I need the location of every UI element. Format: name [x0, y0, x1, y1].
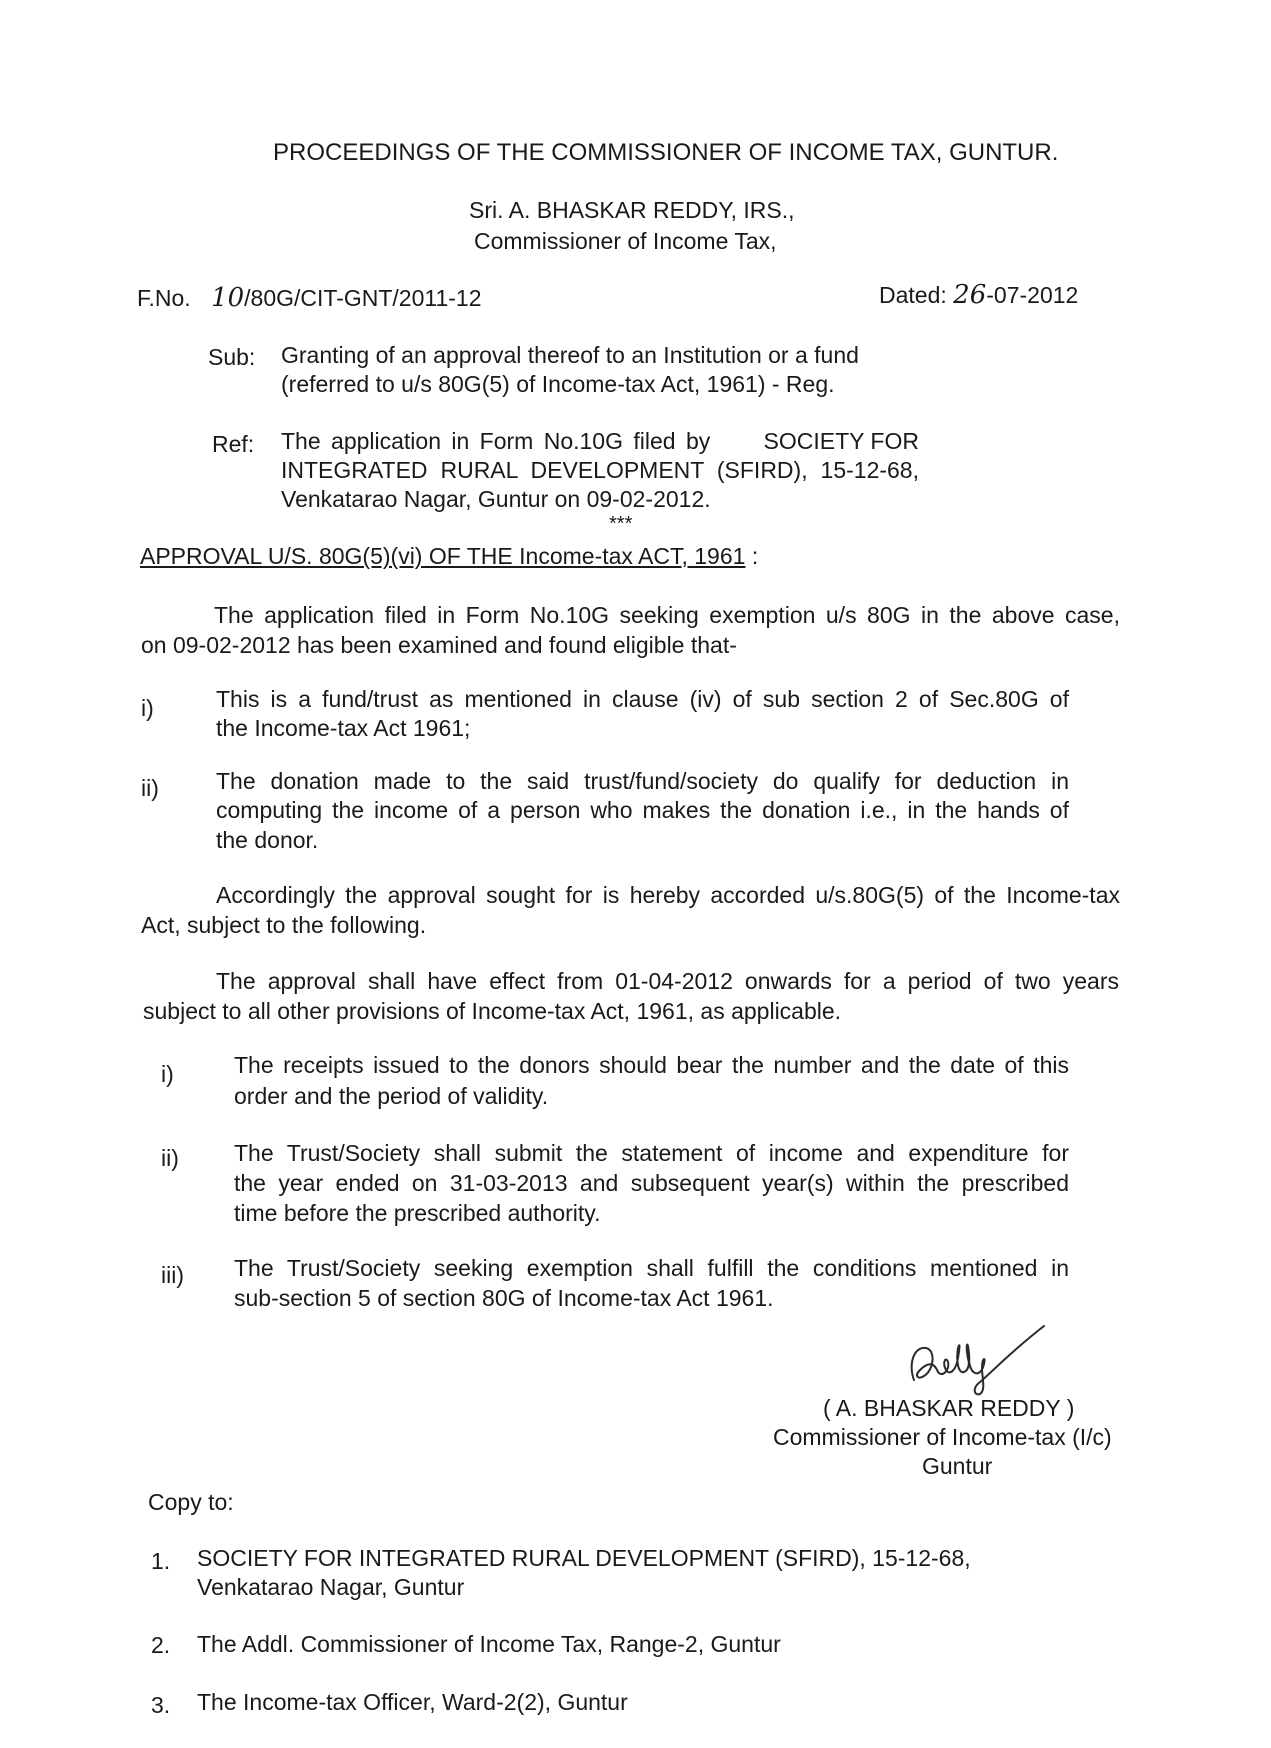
list-item: The donation made to the said trust/fund/society do qualify for deduction in: [216, 768, 1069, 794]
file-number-rest: /80G/CIT-GNT/2011-12: [244, 285, 482, 311]
date-rest: -07-2012: [986, 282, 1079, 308]
file-number-handwritten: 10: [211, 283, 245, 313]
copy-item: The Income-tax Officer, Ward-2(2), Guntur: [197, 1689, 628, 1715]
subject-line: (referred to u/s 80G(5) of Income-tax Act, 1961) - Reg.: [281, 371, 835, 397]
subject-label: Sub:: [208, 344, 256, 370]
date-handwritten: 26: [953, 280, 987, 310]
approval-heading-suffix: :: [751, 543, 759, 569]
list-marker: i): [141, 695, 154, 721]
order-date: [879, 280, 1078, 310]
copy-item: Venkatarao Nagar, Guntur: [197, 1574, 465, 1600]
signatory-designation: Commissioner of Income-tax (I/c): [773, 1424, 1112, 1450]
list-item: the year ended on 31-03-2013 and subsequent year(s) within the prescribed: [234, 1170, 1069, 1196]
effect-line: The approval shall have effect from 01-04-2012 onwards for a period of two years: [216, 968, 1119, 994]
list-item: order and the period of validity.: [234, 1083, 549, 1109]
list-item: time before the prescribed authority.: [234, 1200, 601, 1226]
intro-line: The application filed in Form No.10G seeking exemption u/s 80G in the above case,: [214, 602, 1120, 628]
list-item: The Trust/Society shall submit the statement of income and expenditure for: [234, 1140, 1069, 1166]
list-marker: ii): [161, 1145, 179, 1171]
list-item: the donor.: [216, 827, 319, 853]
accorded-line: Act, subject to the following.: [141, 912, 427, 938]
list-item: The receipts issued to the donors should bear the number and the date of this: [234, 1052, 1069, 1078]
copy-item: The Addl. Commissioner of Income Tax, Range-2, Guntur: [197, 1631, 781, 1657]
copy-marker: 3.: [151, 1692, 171, 1718]
list-item: computing the income of a person who makes the donation i.e., in the hands of: [216, 797, 1069, 823]
list-item: sub-section 5 of section 80G of Income-tax Act 1961.: [234, 1285, 774, 1311]
reference-org: SOCIETY FOR: [763, 428, 919, 454]
list-item: the Income-tax Act 1961;: [216, 715, 471, 741]
copy-to-label: Copy to:: [148, 1489, 234, 1515]
approval-heading: [140, 541, 758, 571]
copy-marker: 1.: [151, 1548, 171, 1574]
signatory-place: Guntur: [922, 1453, 993, 1479]
dated-label: Dated:: [879, 282, 947, 308]
reference-line: Venkatarao Nagar, Guntur on 09-02-2012.: [281, 486, 711, 512]
list-item: The Trust/Society seeking exemption shall fulfill the conditions mentioned in: [234, 1255, 1069, 1281]
officer-designation: Commissioner of Income Tax,: [474, 228, 777, 254]
signatory-name: ( A. BHASKAR REDDY ): [823, 1395, 1075, 1421]
page-title: PROCEEDINGS OF THE COMMISSIONER OF INCOME TAX, GUNTUR.: [273, 139, 1059, 166]
separator-stars: ***: [609, 513, 633, 535]
reference-label: Ref:: [212, 431, 255, 457]
file-number-prefix: F.No.: [137, 285, 191, 311]
list-marker: ii): [141, 775, 159, 801]
approval-heading-text: APPROVAL U/S. 80G(5)(vi) OF THE Income-tax ACT, 1961: [140, 543, 746, 569]
file-number: [137, 283, 482, 313]
copy-marker: 2.: [151, 1632, 171, 1658]
intro-line: on 09-02-2012 has been examined and found eligible that-: [141, 632, 737, 658]
reference-text: The application in Form No.10G filed by: [281, 428, 711, 454]
list-marker: iii): [161, 1262, 184, 1288]
list-marker: i): [161, 1061, 174, 1087]
effect-line: subject to all other provisions of Income-tax Act, 1961, as applicable.: [143, 998, 842, 1024]
accorded-line: Accordingly the approval sought for is hereby accorded u/s.80G(5) of the Income-tax: [216, 882, 1120, 908]
copy-item: SOCIETY FOR INTEGRATED RURAL DEVELOPMENT (SFIRD), 15-12-68,: [197, 1545, 971, 1571]
reference-line: INTEGRATED RURAL DEVELOPMENT (SFIRD), 15-12-68,: [281, 457, 919, 483]
list-item: This is a fund/trust as mentioned in clause (iv) of sub section 2 of Sec.80G of: [216, 686, 1069, 712]
handwritten-signature: [904, 1318, 1054, 1398]
reference-line: [281, 426, 919, 456]
subject-line: Granting of an approval thereof to an Institution or a fund: [281, 342, 859, 368]
officer-name: Sri. A. BHASKAR REDDY, IRS.,: [469, 197, 795, 223]
